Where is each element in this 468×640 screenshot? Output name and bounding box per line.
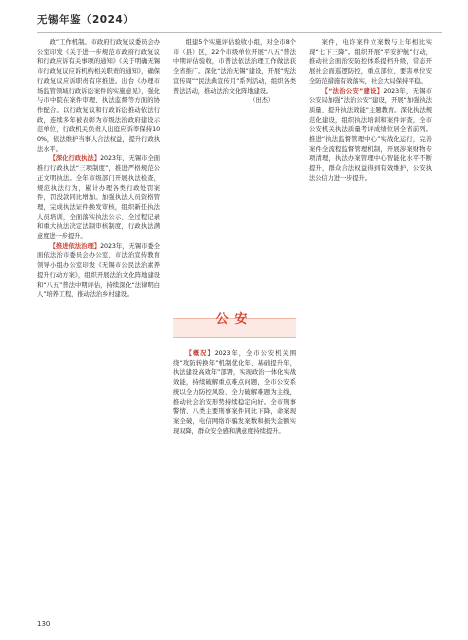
section-lead: 【深化行政执法】 bbox=[49, 155, 101, 163]
paragraph-body: 2023年，无锡市委全面依法治市委员会办公室、市法治宣传教育领导小组办公室印发《无锡市公民法治素养提升行动方案》，组织开展法治文化阵地建设和“八五”普法中期评估，持续深化“法律明白人”培养工程，推动法治乡村建设。 bbox=[37, 242, 160, 299]
header-divider bbox=[37, 32, 442, 33]
paragraph: 政”工作机制。市政府行政复议委员会办公室印发《关于进一步规范市政府行政复议和行政应诉有关事项的通知》《关于明确无锡市行政复议应诉机构相关职责的通知》，确保行政复议应诉职责有序推进。出台《办理市场监管领域行政诉讼案件的实施意见》，强化与市中院在案件审理、执法监督等方面的协作配合。以行政复议和行政诉讼推动依法行政，连续多年被表彰为市级法治政府建设示范单位，行政机关负责人出庭应诉率保持100%，依法维护当事人合法权益，提升行政执法水平。 bbox=[37, 39, 160, 153]
paragraph: 组建5个实施评估验收小组，对全市8个市（县）区，22个市级单位开展“八五”普法中期评估验收，市普法依法治理工作做法获全省推广。深化“法治无锡”建设，开展“宪法宣传周”“民法典宣传月”系列活动，组织各类普法活动，推动法治文化阵地建设。 bbox=[173, 39, 296, 95]
column-middle-top bbox=[173, 38, 296, 310]
column-left bbox=[37, 38, 160, 613]
section-lead: 【推进依法治理】 bbox=[49, 242, 101, 250]
paragraph-body: 2023年，全市公安机关围绕“攻防转换年”机制优化年、基础提升年，执法建设高效年”部署，实现政治一体化实战效能，持续破解重点难点问题，全市公安系统以全力防控风险、全力破解难题为主线，推动社会治安形势持续稳定向好。全市刑事警情、八类主要刑事案件同比下降，命案现案全破，电信网络诈骗发案数和损失金额实现双降，群众安全感和满意度持续提升。 bbox=[173, 350, 296, 435]
section-banner bbox=[173, 310, 296, 344]
section-title: 公安 bbox=[215, 312, 254, 327]
page-number: 130 bbox=[37, 620, 51, 628]
paragraph: 案件，电诈案件立案数与上年相比实现“七下三降”。组织开展“平安护航”行动，推动社会面治安防控体系提档升级，常态开展社会面巡逻防控，重点部位、要害单位安全防范措施有效落实，社会大局保持平稳。 bbox=[309, 39, 432, 85]
column-middle bbox=[173, 38, 296, 613]
paragraph-body: 2023年，无锡市全面推行行政执法“三项制度”，推进严格规范公正文明执法。全年市级部门开展执法检查，规范执法行为，累计办理各类行政处罚案件，罚没款同比增加。加强执法人员资格管理，完成执法证件换发审核，组织新任执法人员培训，全面落实执法公示、全过程记录和重大执法决定法制审核制度，行政执法满意度进一步提升。 bbox=[37, 155, 160, 241]
column-middle-bottom bbox=[173, 349, 296, 613]
paragraph bbox=[37, 154, 160, 241]
column-right bbox=[309, 38, 432, 613]
paragraph bbox=[173, 349, 296, 436]
section-lead: 【概况】 bbox=[185, 350, 215, 357]
paragraph bbox=[309, 87, 432, 184]
page-header bbox=[37, 10, 437, 30]
section-lead: 【“法治公安”建设】 bbox=[321, 87, 384, 95]
paragraph-body: 2023年，无锡市公安局加强“法治公安”建设，开展“加强执法质量、提升执法效能”主题教育。深化执法规范化建设，组织执法培训和案件评查，全市公安机关执法质量考评成绩位居全省前列。推进“执法监督管理中心”实战化运行，完善案件全流程监督管理机制，开展涉案财物专项清理，执法办案管理中心智能化水平不断提升，群众合法权益得到有效维护，公安执法公信力进一步提升。 bbox=[309, 87, 432, 182]
paragraph bbox=[37, 242, 160, 300]
yearbook-title: 无锡年鉴（2024） bbox=[37, 14, 135, 26]
author-signature: （田杰） bbox=[249, 97, 274, 105]
